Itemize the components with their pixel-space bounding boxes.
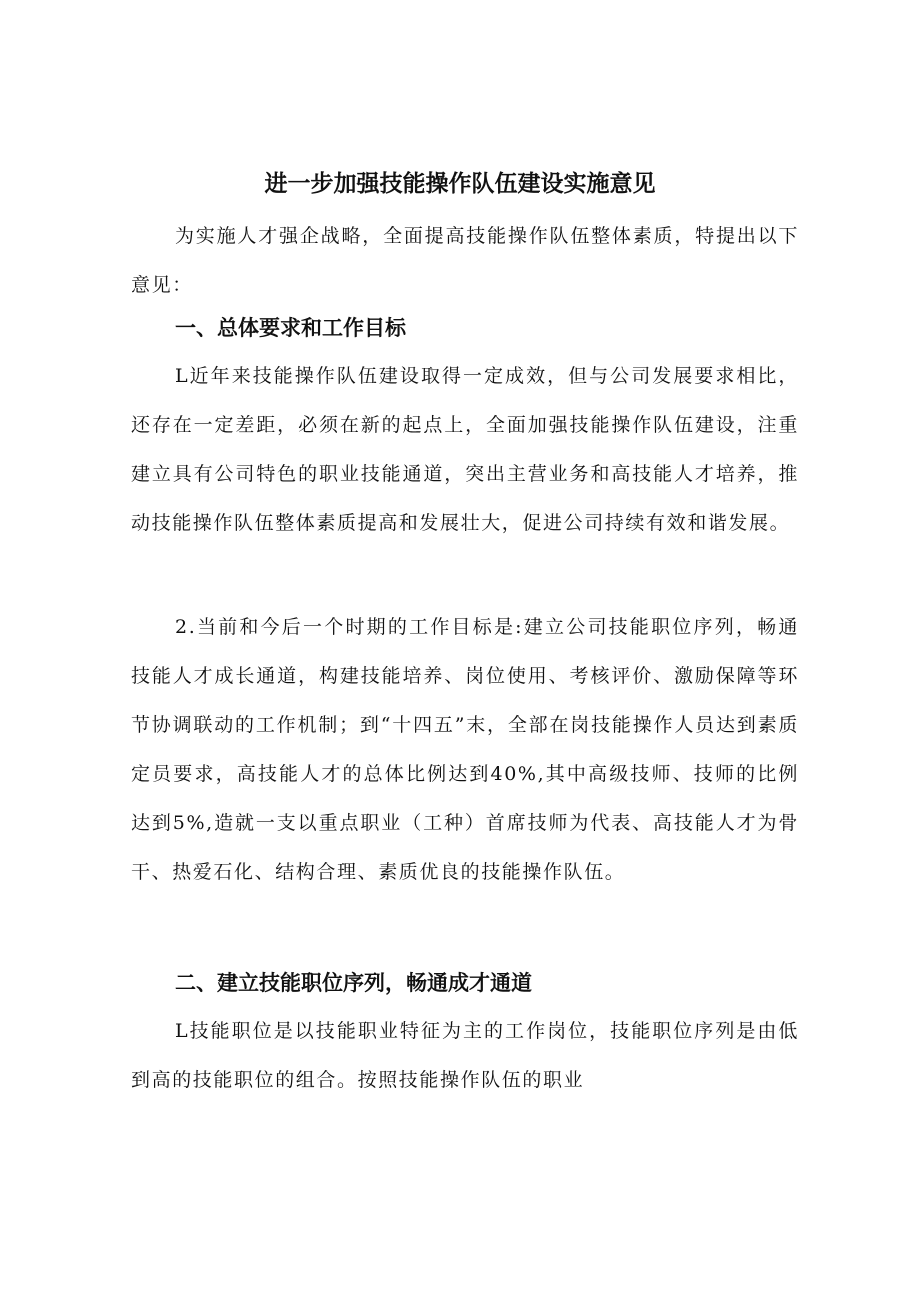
intro-paragraph: 为实施人才强企战略，全面提高技能操作队伍整体素质，特提出以下意见： (131, 225, 799, 296)
section-heading-1: 一、总体要求和工作目标 (175, 316, 406, 340)
section-2-paragraph-1: L技能职位是以技能职业特征为主的工作岗位，技能职位序列是由低到高的技能职位的组合。按照技能操作队伍的职业 (131, 1020, 799, 1091)
document-title: 进一步加强技能操作队伍建设实施意见 (264, 171, 656, 197)
section-1-paragraph-1: L近年来技能操作队伍建设取得一定成效，但与公司发展要求相比，还存在一定差距，必须在新的起点上，全面加强技能操作队伍建设，注重建立具有公司特色的职业技能通道，突出主营业务和高技能人才培养，推动技能操作队伍整体素质提高和发展壮大，促进公司持续有效和谐发展。 (131, 365, 799, 534)
section-1-paragraph-2: 2.当前和今后一个时期的工作目标是:建立公司技能职位序列，畅通技能人才成长通道，构建技能培养、岗位使用、考核评价、激励保障等环节协调联动的工作机制；到“十四五”末，全部在岗技能操作人员达到素质定员要求，高技能人才的总体比例达到40%,其中高级技师、技师的比例达到5%,造就一支以重点职业（工种）首席技师为代表、高技能人才为骨干、热爱石化、结构合理、素质优良的技能操作队伍。 (131, 616, 799, 883)
section-heading-2: 二、建立技能职位序列，畅通成才通道 (175, 971, 532, 995)
